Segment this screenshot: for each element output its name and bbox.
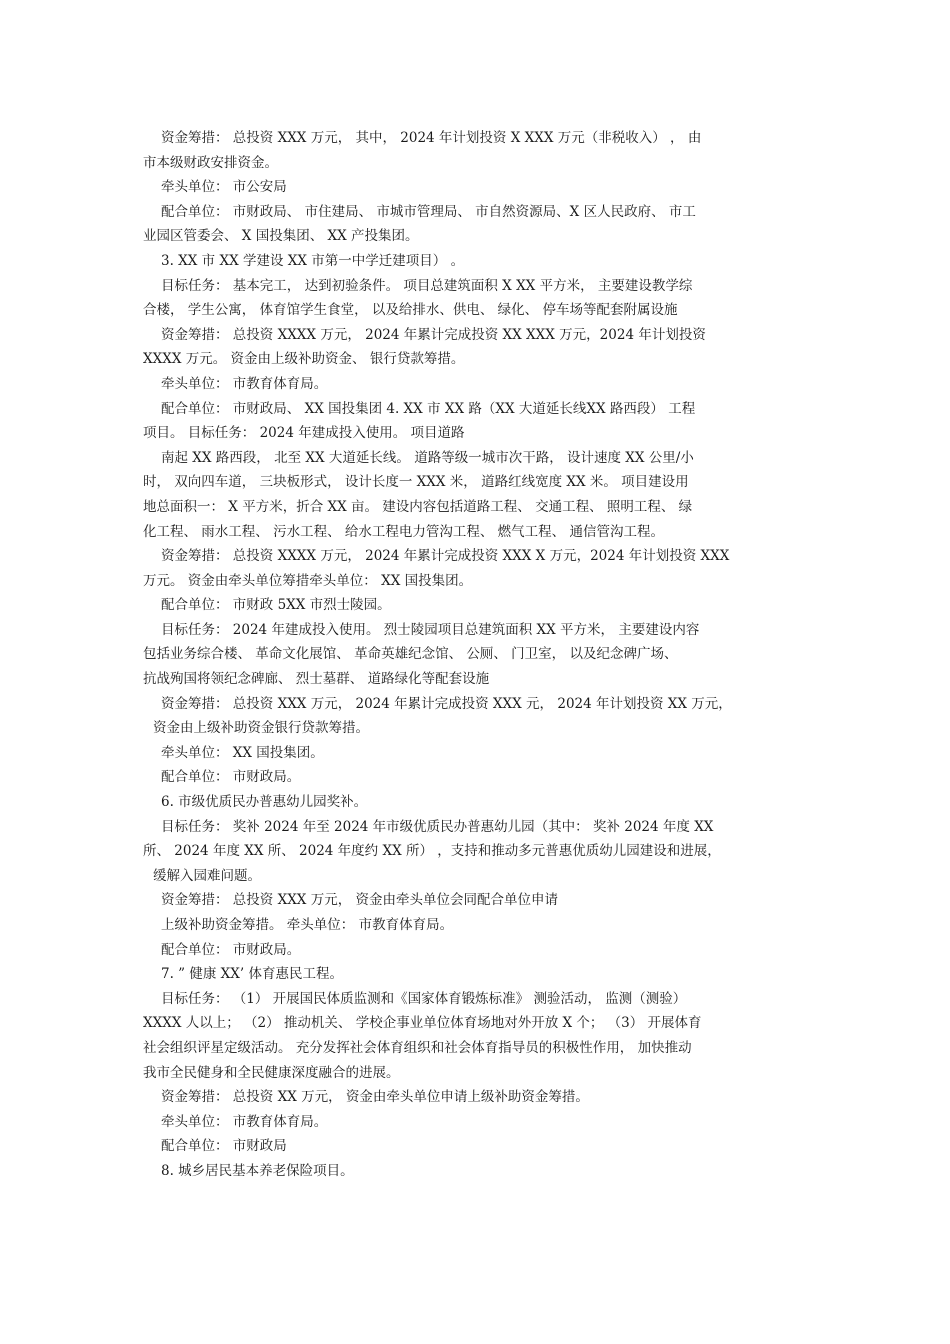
text-line: 6. 市级优质民办普惠幼儿园奖补。 bbox=[161, 794, 368, 811]
text-line: 配合单位： 市财政局、 XX 国投集团 4. XX 市 XX 路（XX 大道延长线XX 路西段） 工程 bbox=[161, 400, 696, 417]
text-line: 资金筹措： 总投资 XX 万元， 资金由牵头单位申请上级补助资金筹措。 bbox=[161, 1089, 589, 1106]
text-line: 资金筹措： 总投资 XXXX 万元， 2024 年累计完成投资 XX XXX 万元，2024 年计划投资 bbox=[161, 326, 706, 343]
text-line: 资金由上级补助资金银行贷款筹措。 bbox=[153, 720, 369, 737]
text-line: 资金筹措： 总投资 XXX 万元， 2024 年累计完成投资 XXX 元， 2024 年计划投资 XX 万元， bbox=[161, 695, 732, 712]
text-line: 万元。 资金由牵头单位筹措牵头单位： XX 国投集团。 bbox=[143, 572, 473, 589]
text-line: 市本级财政安排资金。 bbox=[143, 154, 278, 171]
text-line: 社会组织评星定级活动。 充分发挥社会体育组织和社会体育指导员的积极性作用， 加快推动 bbox=[143, 1039, 692, 1056]
text-line: 资金筹措： 总投资 XXXX 万元， 2024 年累计完成投资 XXX X 万元，2024 年计划投资 XXX bbox=[161, 548, 730, 565]
text-line: 配合单位： 市财政局、 市住建局、 市城市管理局、 市自然资源局、X 区人民政府、 市工 bbox=[161, 203, 696, 220]
text-line: 牵头单位： 市教育体育局。 bbox=[161, 375, 328, 392]
text-line: 缓解入园难问题。 bbox=[153, 867, 261, 884]
text-line: 时， 双向四车道， 三块板形式， 设计长度一 XXX 米， 道路红线宽度 XX 米。 项目建设用 bbox=[143, 474, 689, 491]
text-line: 化工程、 雨水工程、 污水工程、 给水工程电力管沟工程、 燃气工程、 通信管沟工程。 bbox=[143, 523, 664, 540]
text-line: 资金筹措： 总投资 XXX 万元， 其中， 2024 年计划投资 X XXX 万元（非税收入） ， 由 bbox=[161, 130, 702, 146]
text-line: 上级补助资金筹措。 牵头单位： 市教育体育局。 bbox=[161, 917, 454, 933]
text-line: 业园区管委会、 X 国投集团、 XX 产投集团。 bbox=[143, 228, 419, 245]
text-line: 包括业务综合楼、 革命文化展馆、 革命英雄纪念馆、 公厕、 门卫室， 以及纪念碑广场、 bbox=[143, 646, 678, 663]
text-line: 配合单位： 市财政局 bbox=[161, 1138, 287, 1155]
text-line: 7. ” 健康 XX’ 体育惠民工程。 bbox=[161, 966, 343, 983]
text-line: 目标任务： （1） 开展国民体质监测和《国家体育锻炼标准》 测验活动， 监测（测验） bbox=[161, 990, 687, 1007]
text-line: 南起 XX 路西段， 北至 XX 大道延长线。 道路等级一城市次干路， 设计速度 XX 公里/小 bbox=[161, 449, 694, 466]
text-line: 牵头单位： XX 国投集团。 bbox=[161, 744, 324, 761]
text-line: 合楼， 学生公寓， 体育馆学生食堂， 以及给排水、供电、 绿化、 停车场等配套附属设施 bbox=[143, 302, 678, 319]
text-line: 地总面积一： X 平方米，折合 XX 亩。 建设内容包括道路工程、 交通工程、 照明工程、 绿 bbox=[143, 498, 693, 515]
text-line: 目标任务： 奖补 2024 年至 2024 年市级优质民办普惠幼儿园（其中： 奖补 2024 年度 XX bbox=[161, 818, 714, 835]
text-line: XXXX 万元。 资金由上级补助资金、 银行贷款筹措。 bbox=[143, 351, 465, 368]
text-line: 项目。 目标任务： 2024 年建成投入使用。 项目道路 bbox=[143, 425, 465, 442]
text-line: 目标任务： 基本完工， 达到初验条件。 项目总建筑面积 X XX 平方米， 主要建设教学综 bbox=[161, 277, 693, 294]
text-line: XXXX 人以上； （2） 推动机关、 学校企事业单位体育场地对外开放 X 个； （3） 开展体育 bbox=[143, 1015, 702, 1032]
text-line: 所、 2024 年度 XX 所、 2024 年度约 XX 所） ，支持和推动多元普惠优质幼儿园建设和进展， bbox=[143, 843, 721, 860]
text-line: 配合单位： 市财政局。 bbox=[161, 941, 301, 958]
text-line: 配合单位： 市财政 5XX 市烈士陵园。 bbox=[161, 597, 391, 614]
text-line: 我市全民健身和全民健康深度融合的进展。 bbox=[143, 1064, 400, 1081]
document-body bbox=[143, 126, 823, 1184]
text-line: 资金筹措： 总投资 XXX 万元， 资金由牵头单位会同配合单位申请 bbox=[161, 892, 558, 909]
text-line: 抗战殉国将领纪念碑廊、 烈士墓群、 道路绿化等配套设施 bbox=[143, 671, 490, 688]
text-line: 目标任务： 2024 年建成投入使用。 烈士陵园项目总建筑面积 XX 平方米， 主要建设内容 bbox=[161, 621, 700, 638]
text-line: 牵头单位： 市公安局 bbox=[161, 179, 287, 196]
text-line: 配合单位： 市财政局。 bbox=[161, 769, 301, 786]
text-line: 牵头单位： 市教育体育局。 bbox=[161, 1113, 328, 1130]
text-line: 3. XX 市 XX 学建设 XX 市第一中学迁建项目） 。 bbox=[161, 252, 465, 269]
text-line: 8. 城乡居民基本养老保险项目。 bbox=[161, 1162, 354, 1179]
